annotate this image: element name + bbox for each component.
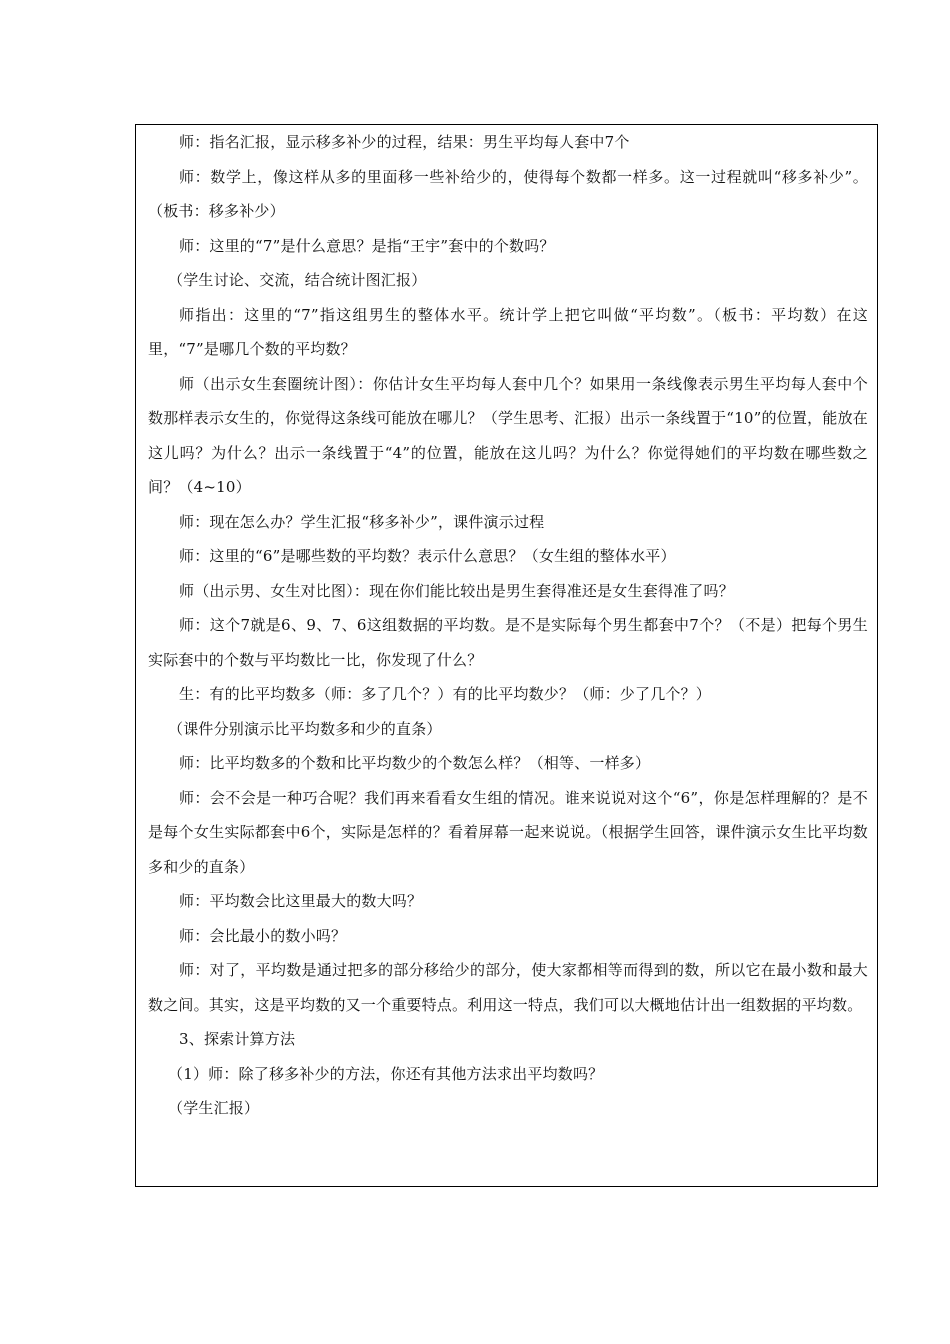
paragraph: （1）师：除了移多补少的方法，你还有其他方法求出平均数吗？ <box>168 1064 604 1083</box>
paragraph: 师（出示女生套圈统计图）：你估计女生平均每人套中几个？如果用一条线像表示男生平均每人套中个数那样表示女生的，你觉得这条线可能放在哪儿？（学生思考、汇报）出示一条线置于“10”的位置，能放在这儿吗？为什么？出示一条线置于“4”的位置，能放在这儿吗？为什么？你觉得她们的平均数在哪些数之间？（4~10） <box>148 374 868 496</box>
paragraph: 师（出示男、女生对比图）：现在你们能比较出是男生套得准还是女生套得准了吗？ <box>179 581 734 600</box>
paragraph: 师：指名汇报，显示移多补少的过程，结果：男生平均每人套中7个 <box>179 133 630 151</box>
paragraph: （课件分别演示比平均数多和少的直条） <box>168 719 442 738</box>
paragraph: 师：对了，平均数是通过把多的部分移给少的部分，使大家都相等而得到的数，所以它在最小数和最大数之间。其实，这是平均数的又一个重要特点。利用这一特点，我们可以大概地估计出一组数据的平均数。 <box>148 961 868 1014</box>
paragraph: 师：现在怎么办？学生汇报“移多补少”，课件演示过程 <box>179 512 545 531</box>
paragraph: （学生讨论、交流，结合统计图汇报） <box>168 271 427 289</box>
paragraph: 师：这个7就是6、9、7、6这组数据的平均数。是不是实际每个男生都套中7个？（不是）把每个男生实际套中的个数与平均数比一比，你发现了什么？ <box>148 616 868 669</box>
paragraph: 师：比平均数多的个数和比平均数少的个数怎么样？（相等、一样多） <box>179 754 651 772</box>
section-heading: 3、探索计算方法 <box>179 1030 296 1048</box>
cell-content <box>148 125 868 1126</box>
table-cell <box>135 124 878 1187</box>
paragraph: 师：这里的“7”是什么意思？是指“王宇”套中的个数吗？ <box>179 236 555 255</box>
paragraph: 师指出：这里的“7”指这组男生的整体水平。统计学上把它叫做“平均数”。（板书：平均数）在这里，“7”是哪几个数的平均数？ <box>148 305 868 358</box>
paragraph: 生：有的比平均数多（师：多了几个？）有的比平均数少？（师：少了几个？） <box>179 685 712 703</box>
paragraph: 师：平均数会比这里最大的数大吗？ <box>179 892 423 910</box>
paragraph: 师：数学上，像这样从多的里面移一些补给少的，使得每个数都一样多。这一过程就叫“移多补少”。（板书：移多补少） <box>148 167 868 220</box>
paragraph: 师：会比最小的数小吗？ <box>179 926 347 945</box>
paragraph: 师：会不会是一种巧合呢？我们再来看看女生组的情况。谁来说说对这个“6”，你是怎样理解的？是不是每个女生实际都套中6个，实际是怎样的？看着屏幕一起来说说。（根据学生回答，课件演示女生比平均数多和少的直条） <box>148 788 868 876</box>
paragraph: 师：这里的“6”是哪些数的平均数？表示什么意思？（女生组的整体水平） <box>179 547 676 565</box>
paragraph: （学生汇报） <box>168 1099 260 1117</box>
